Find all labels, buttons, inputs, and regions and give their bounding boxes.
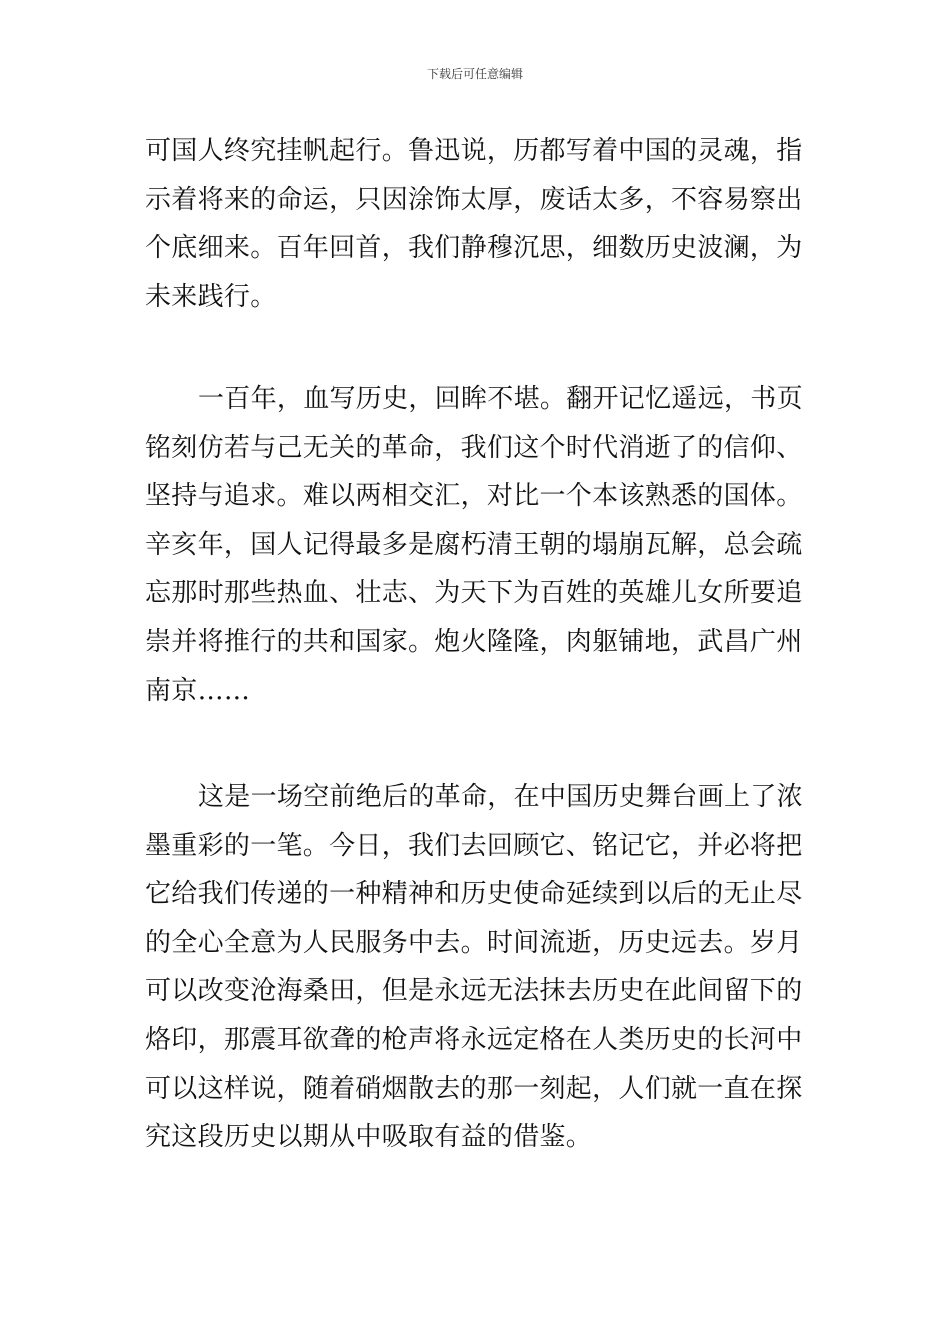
paragraph-line: 烙印，那震耳欲聋的枪声将永远定格在人类历史的长河中 — [145, 1024, 803, 1055]
paragraph-2 — [145, 375, 807, 715]
paragraph-line: 忘那时那些热血、壮志、为天下为百姓的英雄儿女所要追 — [145, 578, 803, 609]
paragraph-line: 墨重彩的一笔。今日，我们去回顾它、铭记它，并必将把 — [145, 830, 803, 861]
paragraph-line: 坚持与追求。难以两相交汇，对比一个本该熟悉的国体。 — [145, 481, 803, 512]
paragraph-line: 崇并将推行的共和国家。炮火隆隆，肉躯铺地，武昌广州 — [145, 626, 803, 657]
paragraph-line: 辛亥年，国人记得最多是腐朽清王朝的塌崩瓦解，总会疏 — [145, 529, 803, 560]
paragraph-line: 可以改变沧海桑田，但是永远无法抹去历史在此间留下的 — [145, 976, 803, 1007]
paragraph-line: 个底细来。百年回首，我们静穆沉思，细数历史波澜，为 — [145, 233, 803, 264]
paragraph-3 — [145, 773, 807, 1162]
paragraph-line: 可国人终究挂帆起行。鲁迅说，历都写着中国的灵魂，指 — [145, 136, 803, 166]
paragraph-line: 的全心全意为人民服务中去。时间流逝，历史远去。岁月 — [145, 927, 803, 958]
paragraph-1 — [145, 127, 807, 321]
paragraph-line: 究这段历史以期从中吸取有益的借鉴。 — [145, 1122, 593, 1153]
paragraph-line: 这是一场空前绝后的革命，在中国历史舞台画上了浓 — [198, 782, 803, 812]
paragraph-line: 铭刻仿若与己无关的革命，我们这个时代消逝了的信仰、 — [145, 432, 803, 463]
paragraph-line: 未来践行。 — [145, 281, 277, 312]
paragraph-line: 示着将来的命运，只因涂饰太厚，废话太多，不容易察出 — [145, 184, 803, 215]
paragraph-line: 一百年，血写历史，回眸不堪。翻开记忆遥远，书页 — [198, 384, 803, 414]
paragraph-line: 它给我们传递的一种精神和历史使命延续到以后的无止尽 — [145, 879, 803, 910]
page-header: 下载后可任意编辑 — [426, 67, 523, 81]
paragraph-line: 可以这样说，随着硝烟散去的那一刻起，人们就一直在探 — [145, 1073, 803, 1104]
paragraph-line: 南京…… — [145, 675, 251, 706]
